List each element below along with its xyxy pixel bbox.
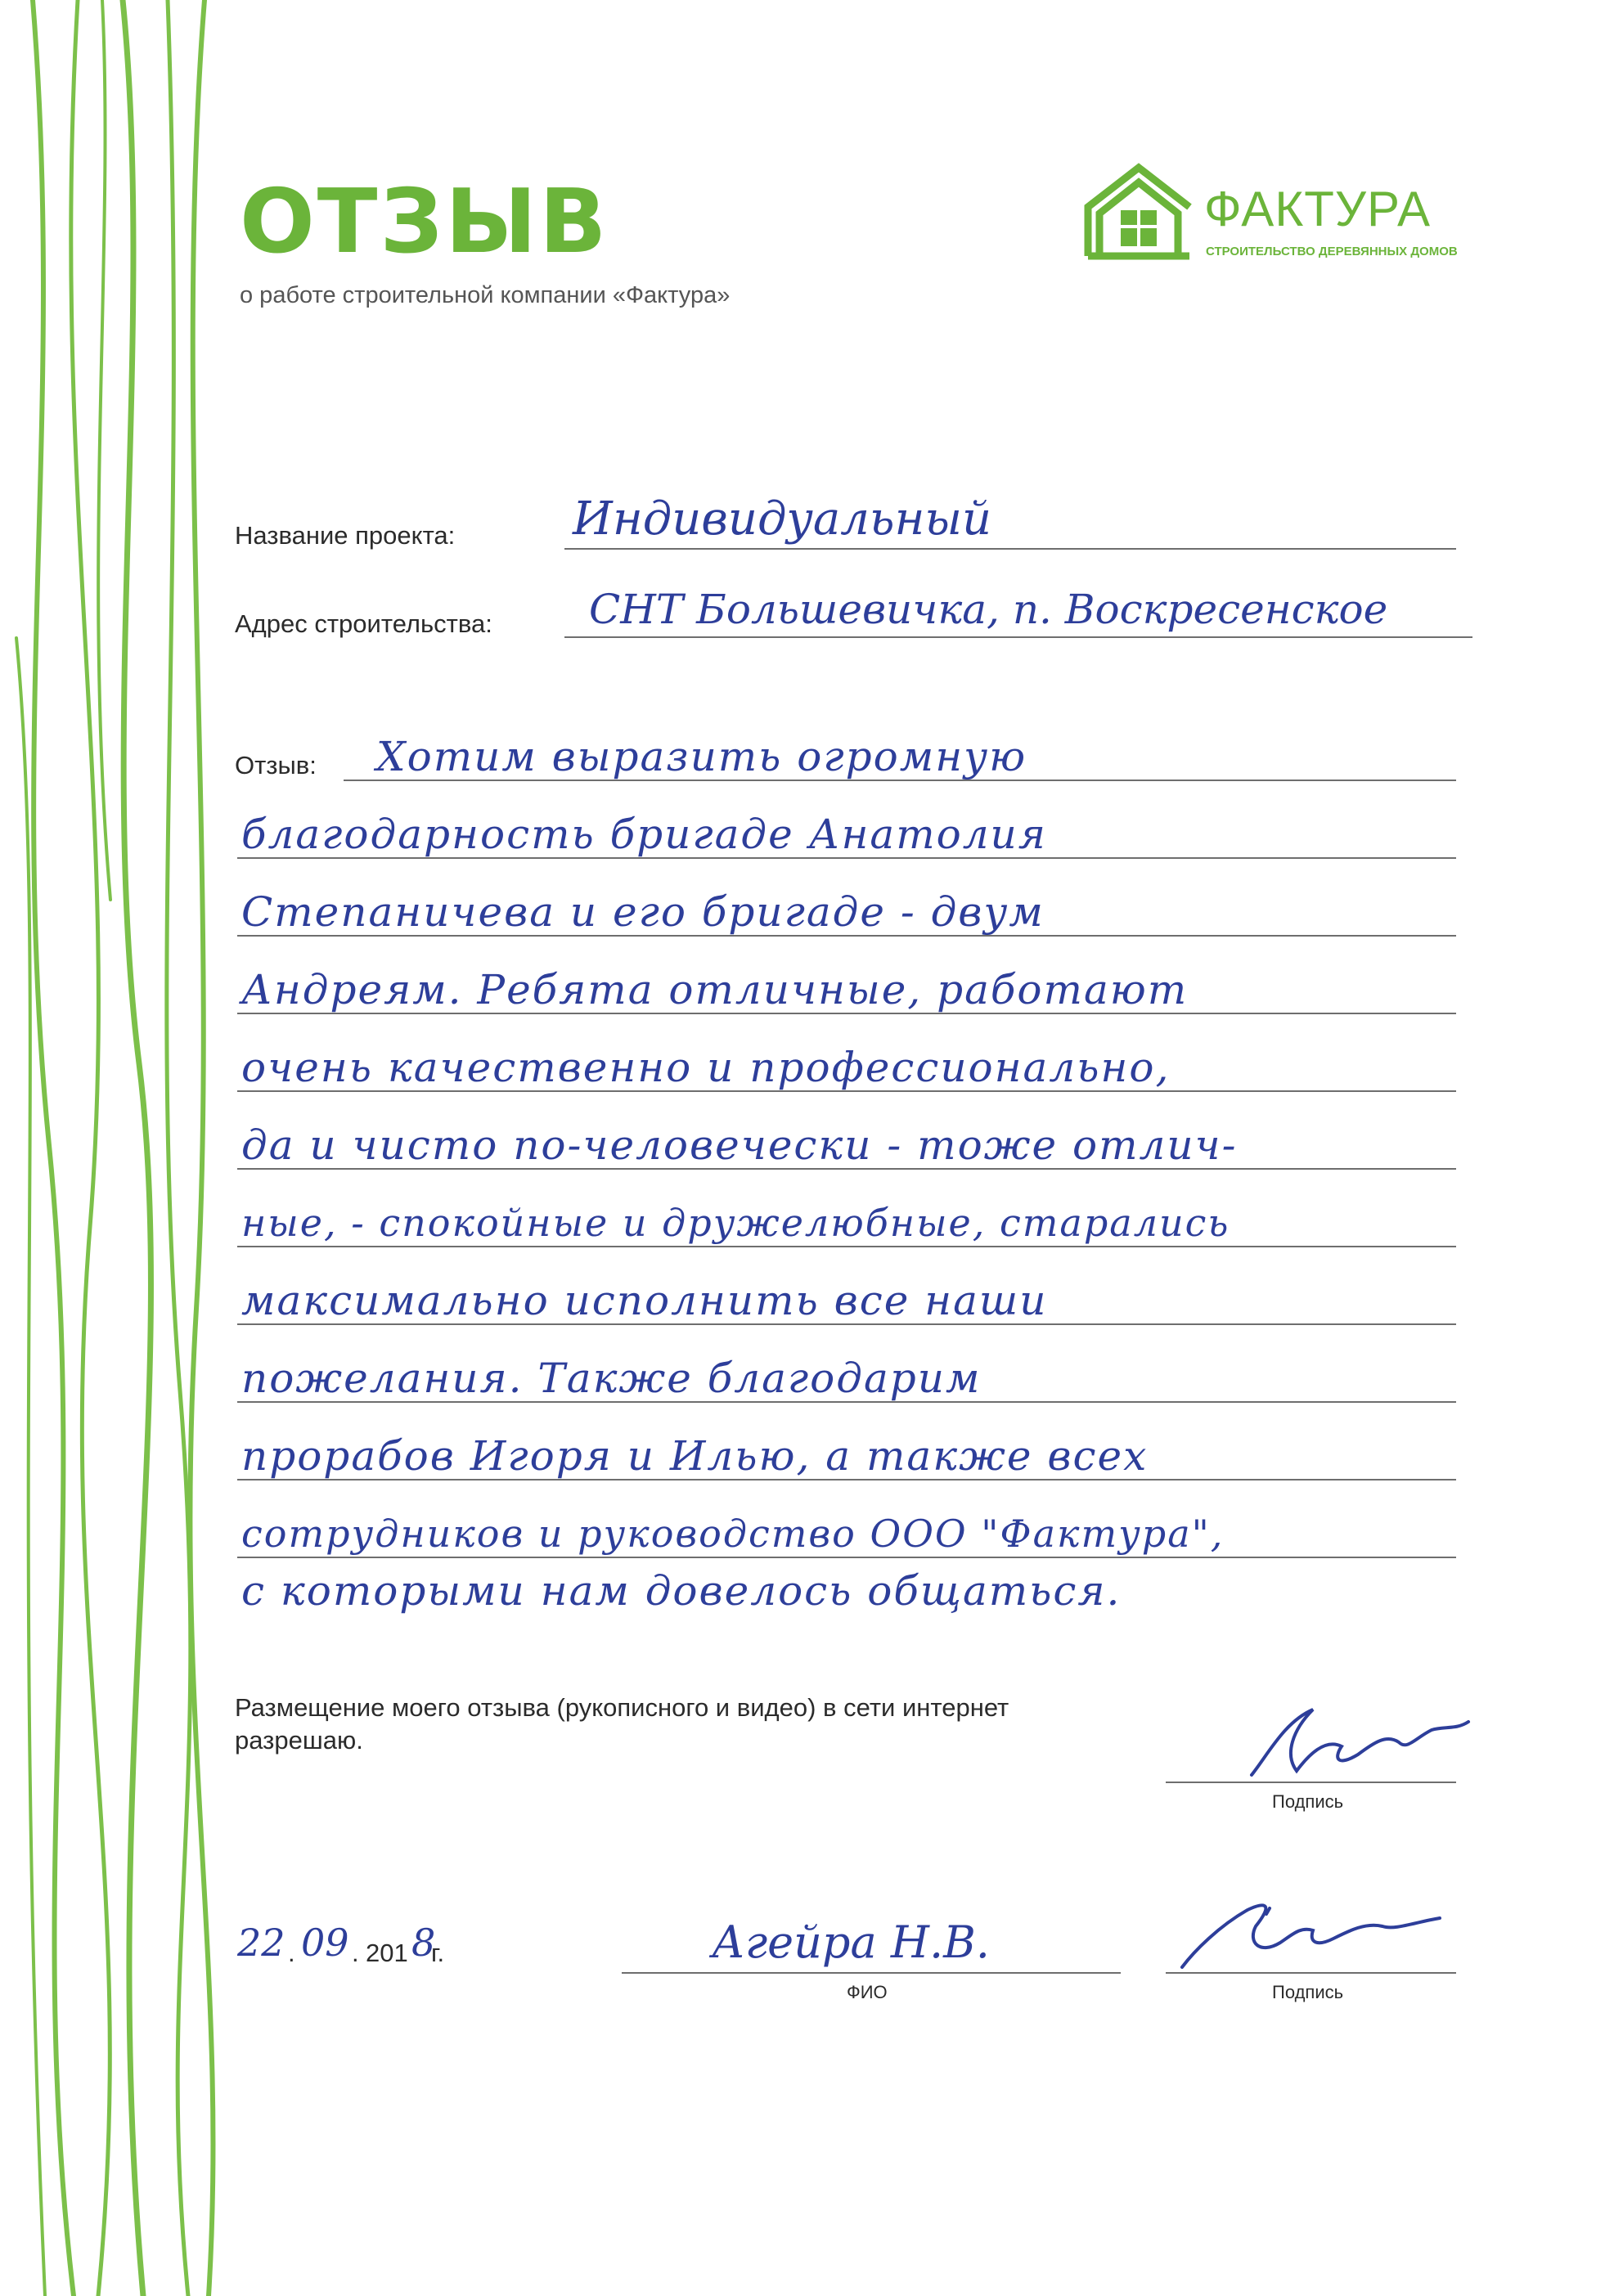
- project-rule: [564, 548, 1456, 550]
- page-subtitle: о работе строительной компании «Фактура»: [240, 282, 731, 308]
- project-value: Индивидуальный: [573, 492, 992, 546]
- review-line: Степаничева и его бригаде - двум: [241, 888, 1045, 936]
- consent-signature-caption: Подпись: [1272, 1791, 1344, 1812]
- review-line: благодарность бригаде Анатолия: [241, 811, 1047, 858]
- footer-signature-caption: Подпись: [1272, 1982, 1344, 2002]
- project-label: Название проекта:: [235, 521, 456, 550]
- review-line: Хотим выразить огромную: [376, 733, 1027, 780]
- logo-tagline: СТРОИТЕЛЬСТВО ДЕРЕВЯННЫХ ДОМОВ: [1206, 245, 1458, 258]
- date-day: 22: [237, 1921, 285, 1965]
- consent-text: Размещение моего отзыва (рукописного и видео) в сети интернет разрешаю.: [235, 1693, 1009, 1755]
- date-year-prefix: 201: [366, 1939, 408, 1967]
- address-rule: [564, 636, 1472, 638]
- fio-rule: [622, 1972, 1121, 1974]
- date-month: 09: [301, 1921, 349, 1965]
- company-logo: [1081, 160, 1458, 266]
- date-suffix: г.: [431, 1939, 445, 1967]
- footer-signature: [1170, 1885, 1448, 1984]
- review-line: Андреям. Ребята отличные, работают: [241, 966, 1189, 1013]
- review-line: пожелания. Также благодарим: [241, 1355, 982, 1402]
- review-line: ные, - спокойные и дружелюбные, старались: [241, 1201, 1230, 1245]
- fio-caption: ФИО: [847, 1982, 888, 2002]
- date-year-digit: 8: [411, 1921, 436, 1965]
- house-icon: [1081, 160, 1196, 266]
- review-line: с которыми нам довелось общаться.: [241, 1567, 1122, 1615]
- review-line: сотрудников и руководство ООО "Фактура",: [241, 1512, 1225, 1556]
- fio-value: Агейра Н.В.: [712, 1916, 990, 1968]
- logo-name: ФАКТУРА: [1204, 182, 1432, 236]
- consent-signature: [1235, 1697, 1472, 1787]
- review-line: прорабов Игоря и Илью, а также всех: [241, 1432, 1149, 1480]
- review-label: Отзыв:: [235, 751, 317, 780]
- review-line: максимально исполнить все наши: [241, 1277, 1048, 1324]
- address-value: СНТ Большевичка, п. Воскресенское: [589, 586, 1388, 633]
- review-line: да и чисто по-человечески - тоже отлич-: [241, 1121, 1238, 1169]
- decorative-stripes: [0, 0, 278, 2296]
- page-title: ОТЗЫВ: [240, 171, 609, 273]
- review-line: очень качественно и профессионально,: [241, 1044, 1171, 1091]
- address-label: Адрес строительства:: [235, 609, 492, 638]
